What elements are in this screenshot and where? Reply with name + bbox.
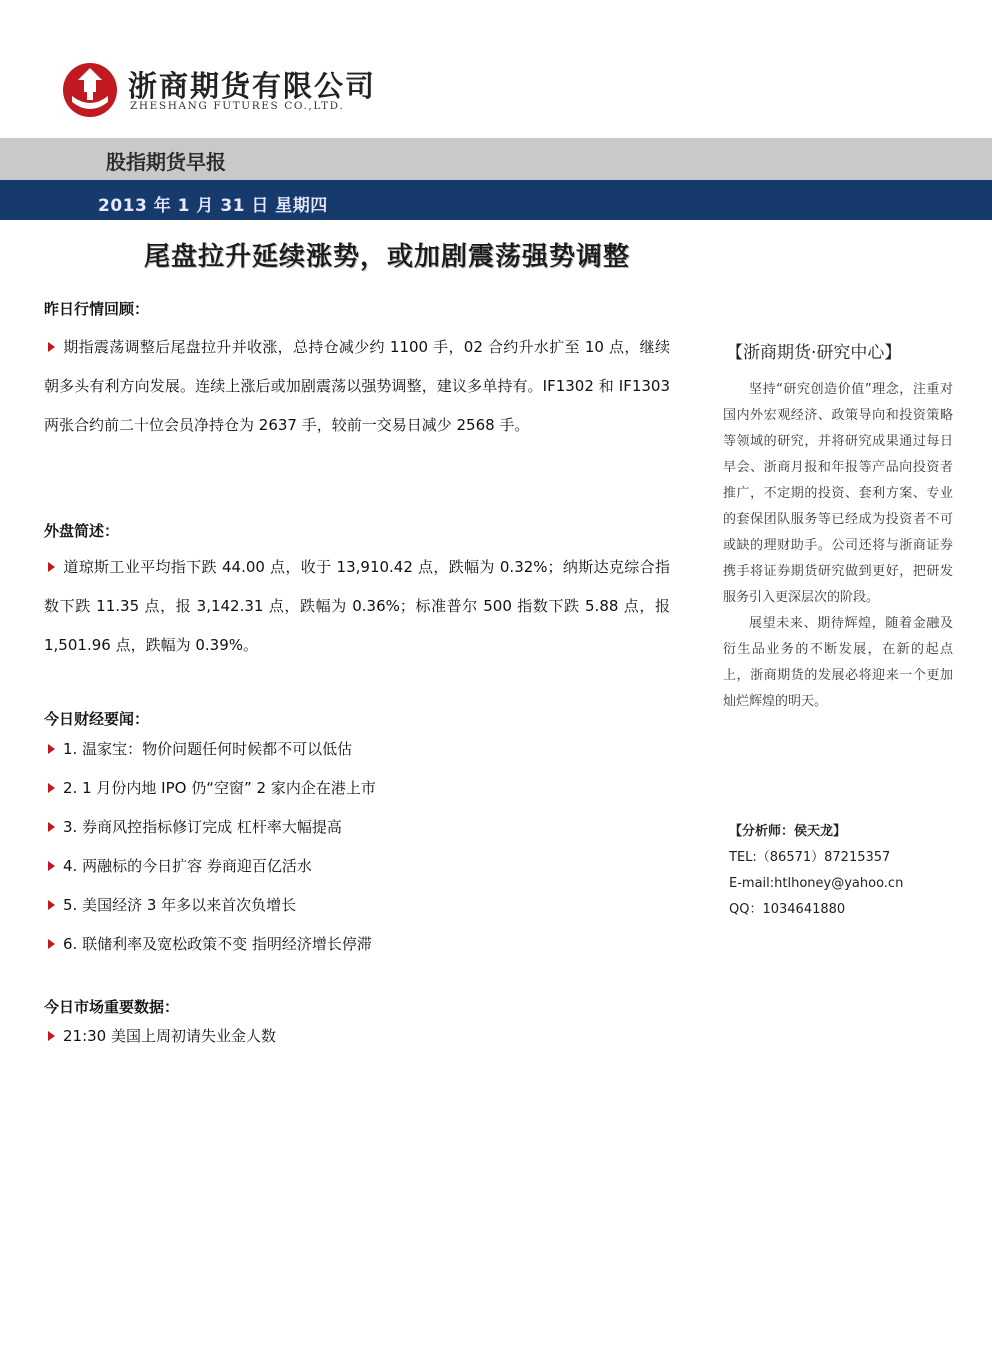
- report-title: 股指期货早报: [106, 150, 226, 174]
- section-title-overseas: 外盘简述：: [44, 522, 120, 540]
- review-paragraph: [44, 328, 670, 445]
- sidebar-body: [723, 377, 953, 715]
- market-data-list: [44, 1017, 684, 1056]
- analyst-tel: TEL:（86571）87215357: [729, 850, 891, 865]
- company-logo-icon: [62, 62, 118, 118]
- bullet-triangle-icon: [48, 822, 55, 832]
- report-date: 2013 年 1 月 31 日 星期四: [98, 196, 328, 216]
- bullet-triangle-icon: [48, 939, 55, 949]
- section-title-review: 昨日行情回顾：: [44, 300, 150, 318]
- list-item: 2. 1 月份内地 IPO 仍“空窗” 2 家内企在港上市: [44, 769, 684, 808]
- list-item: 1. 温家宝：物价问题任何时候都不可以低估: [44, 730, 684, 769]
- sidebar-paragraph: 展望未来、期待辉煌，随着金融及衍生品业务的不断发展，在新的起点上，浙商期货的发展必将迎来一个更加灿烂辉煌的明天。: [723, 616, 953, 709]
- sidebar-title: 【浙商期货·研究中心】: [726, 343, 902, 363]
- list-item: 5. 美国经济 3 年多以来首次负增长: [44, 886, 684, 925]
- list-item: 4. 两融标的今日扩容 券商迎百亿活水: [44, 847, 684, 886]
- analyst-email: E-mail:htlhoney@yahoo.cn: [729, 876, 904, 891]
- bullet-triangle-icon: [48, 1031, 55, 1041]
- list-item: 6. 联储利率及宽松政策不变 指明经济增长停滞: [44, 925, 684, 964]
- bullet-triangle-icon: [48, 861, 55, 871]
- overseas-paragraph: [44, 548, 670, 665]
- list-item: 21:30 美国上周初请失业金人数: [44, 1017, 684, 1056]
- report-title-band: [0, 138, 992, 180]
- list-item: 3. 券商风控指标修订完成 杠杆率大幅提高: [44, 808, 684, 847]
- bullet-triangle-icon: [48, 342, 55, 352]
- analyst-contact: [729, 819, 903, 923]
- section-title-news: 今日财经要闻：: [44, 710, 150, 728]
- bullet-triangle-icon: [48, 744, 55, 754]
- report-date-band: [0, 180, 992, 220]
- sidebar-paragraph: 坚持“研究创造价值”理念，注重对国内外宏观经济、政策导向和投资策略等领域的研究，并将研究成果通过每日早会、浙商月报和年报等产品向投资者推广，不定期的投资、套利方案、专业的套保团队服务等已经成为投资者不可或缺的理财助手。公司还将与浙商证券携手将证券期货研究做到更好，把研发服务引入更深层次的阶段。: [723, 382, 953, 605]
- bullet-triangle-icon: [48, 562, 55, 572]
- section-title-market-data: 今日市场重要数据：: [44, 998, 180, 1016]
- bullet-triangle-icon: [48, 900, 55, 910]
- analyst-qq: QQ：1034641880: [729, 902, 846, 917]
- news-list: [44, 730, 684, 964]
- headline: 尾盘拉升延续涨势，或加剧震荡强势调整: [144, 242, 631, 272]
- company-name-en: ZHESHANG FUTURES CO.,LTD.: [130, 100, 345, 112]
- review-text: 期指震荡调整后尾盘拉升并收涨，总持仓减少约 1100 手，02 合约升水扩至 10 点，继续朝多头有利方向发展。连续上涨后或加剧震荡以强势调整，建议多单持有。IF1302 和 IF1303 两张合约前二十位会员净持仓为 2637 手，较前一交易日减少 2568 手。: [44, 338, 670, 434]
- analyst-name: 【分析师：侯天龙】: [729, 824, 847, 839]
- overseas-text: 道琼斯工业平均指下跌 44.00 点，收于 13,910.42 点，跌幅为 0.32%；纳斯达克综合指数下跌 11.35 点，报 3,142.31 点，跌幅为 0.36%；标准普尔 500 指数下跌 5.88 点，报 1,501.96 点，跌幅为 0.39%。: [44, 558, 670, 654]
- company-name-cn: 浙商期货有限公司: [128, 69, 377, 103]
- bullet-triangle-icon: [48, 783, 55, 793]
